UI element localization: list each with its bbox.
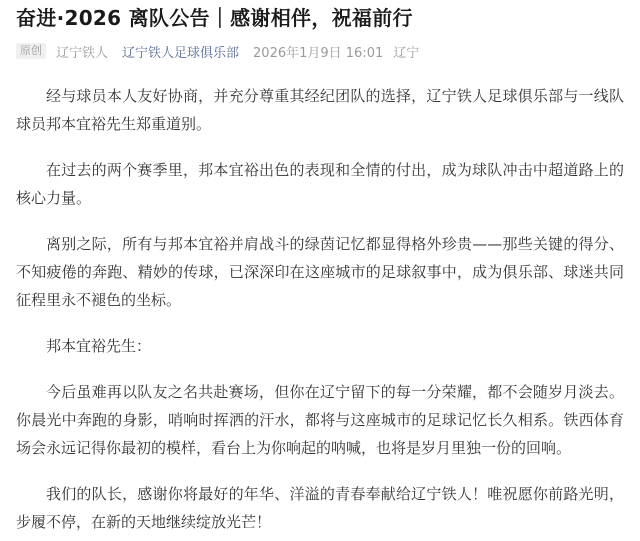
paragraph: 我们的队长，感谢你将最好的年华、洋溢的青春奉献给辽宁铁人！唯祝愿你前路光明，步履不停，在新的天地继续绽放光芒！	[16, 485, 624, 531]
account-name-link[interactable]: 辽宁铁人足球俱乐部	[122, 45, 240, 61]
publish-location: 辽宁	[393, 45, 420, 61]
article-title: 奋进·2026 离队公告｜感谢相伴，祝福前行	[16, 6, 413, 30]
publish-time: 2026年1月9日 16:01	[253, 45, 384, 61]
paragraph: 离别之际，所有与邦本宜裕并肩战斗的绿茵记忆都显得格外珍贵——那些关键的得分、不知疲倦的奔跑、精妙的传球，已深深印在这座城市的足球叙事中，成为俱乐部、球迷共同征程里永不褪色的坐标。	[16, 235, 624, 309]
paragraph-greeting: 邦本宜裕先生：	[46, 337, 152, 355]
article-content	[16, 82, 624, 536]
paragraph: 在过去的两个赛季里，邦本宜裕出色的表现和全情的付出，成为球队冲击中超道路上的核心力量。	[16, 161, 624, 207]
paragraph: 经与球员本人友好协商，并充分尊重其经纪团队的选择，辽宁铁人足球俱乐部与一线队球员邦本宜裕先生郑重道别。	[16, 87, 624, 133]
original-badge: 原创	[16, 43, 46, 59]
paragraph: 今后虽难再以队友之名共赴赛场，但你在辽宁留下的每一分荣耀，都不会随岁月淡去。你晨光中奔跑的身影，哨响时挥洒的汗水，都将与这座城市的足球记忆长久相系。铁西体育场会永远记得你最初的模样，看台上为你响起的呐喊，也将是岁月里独一份的回响。	[16, 383, 624, 457]
author-name: 辽宁铁人	[56, 45, 109, 61]
article-meta	[16, 40, 624, 62]
